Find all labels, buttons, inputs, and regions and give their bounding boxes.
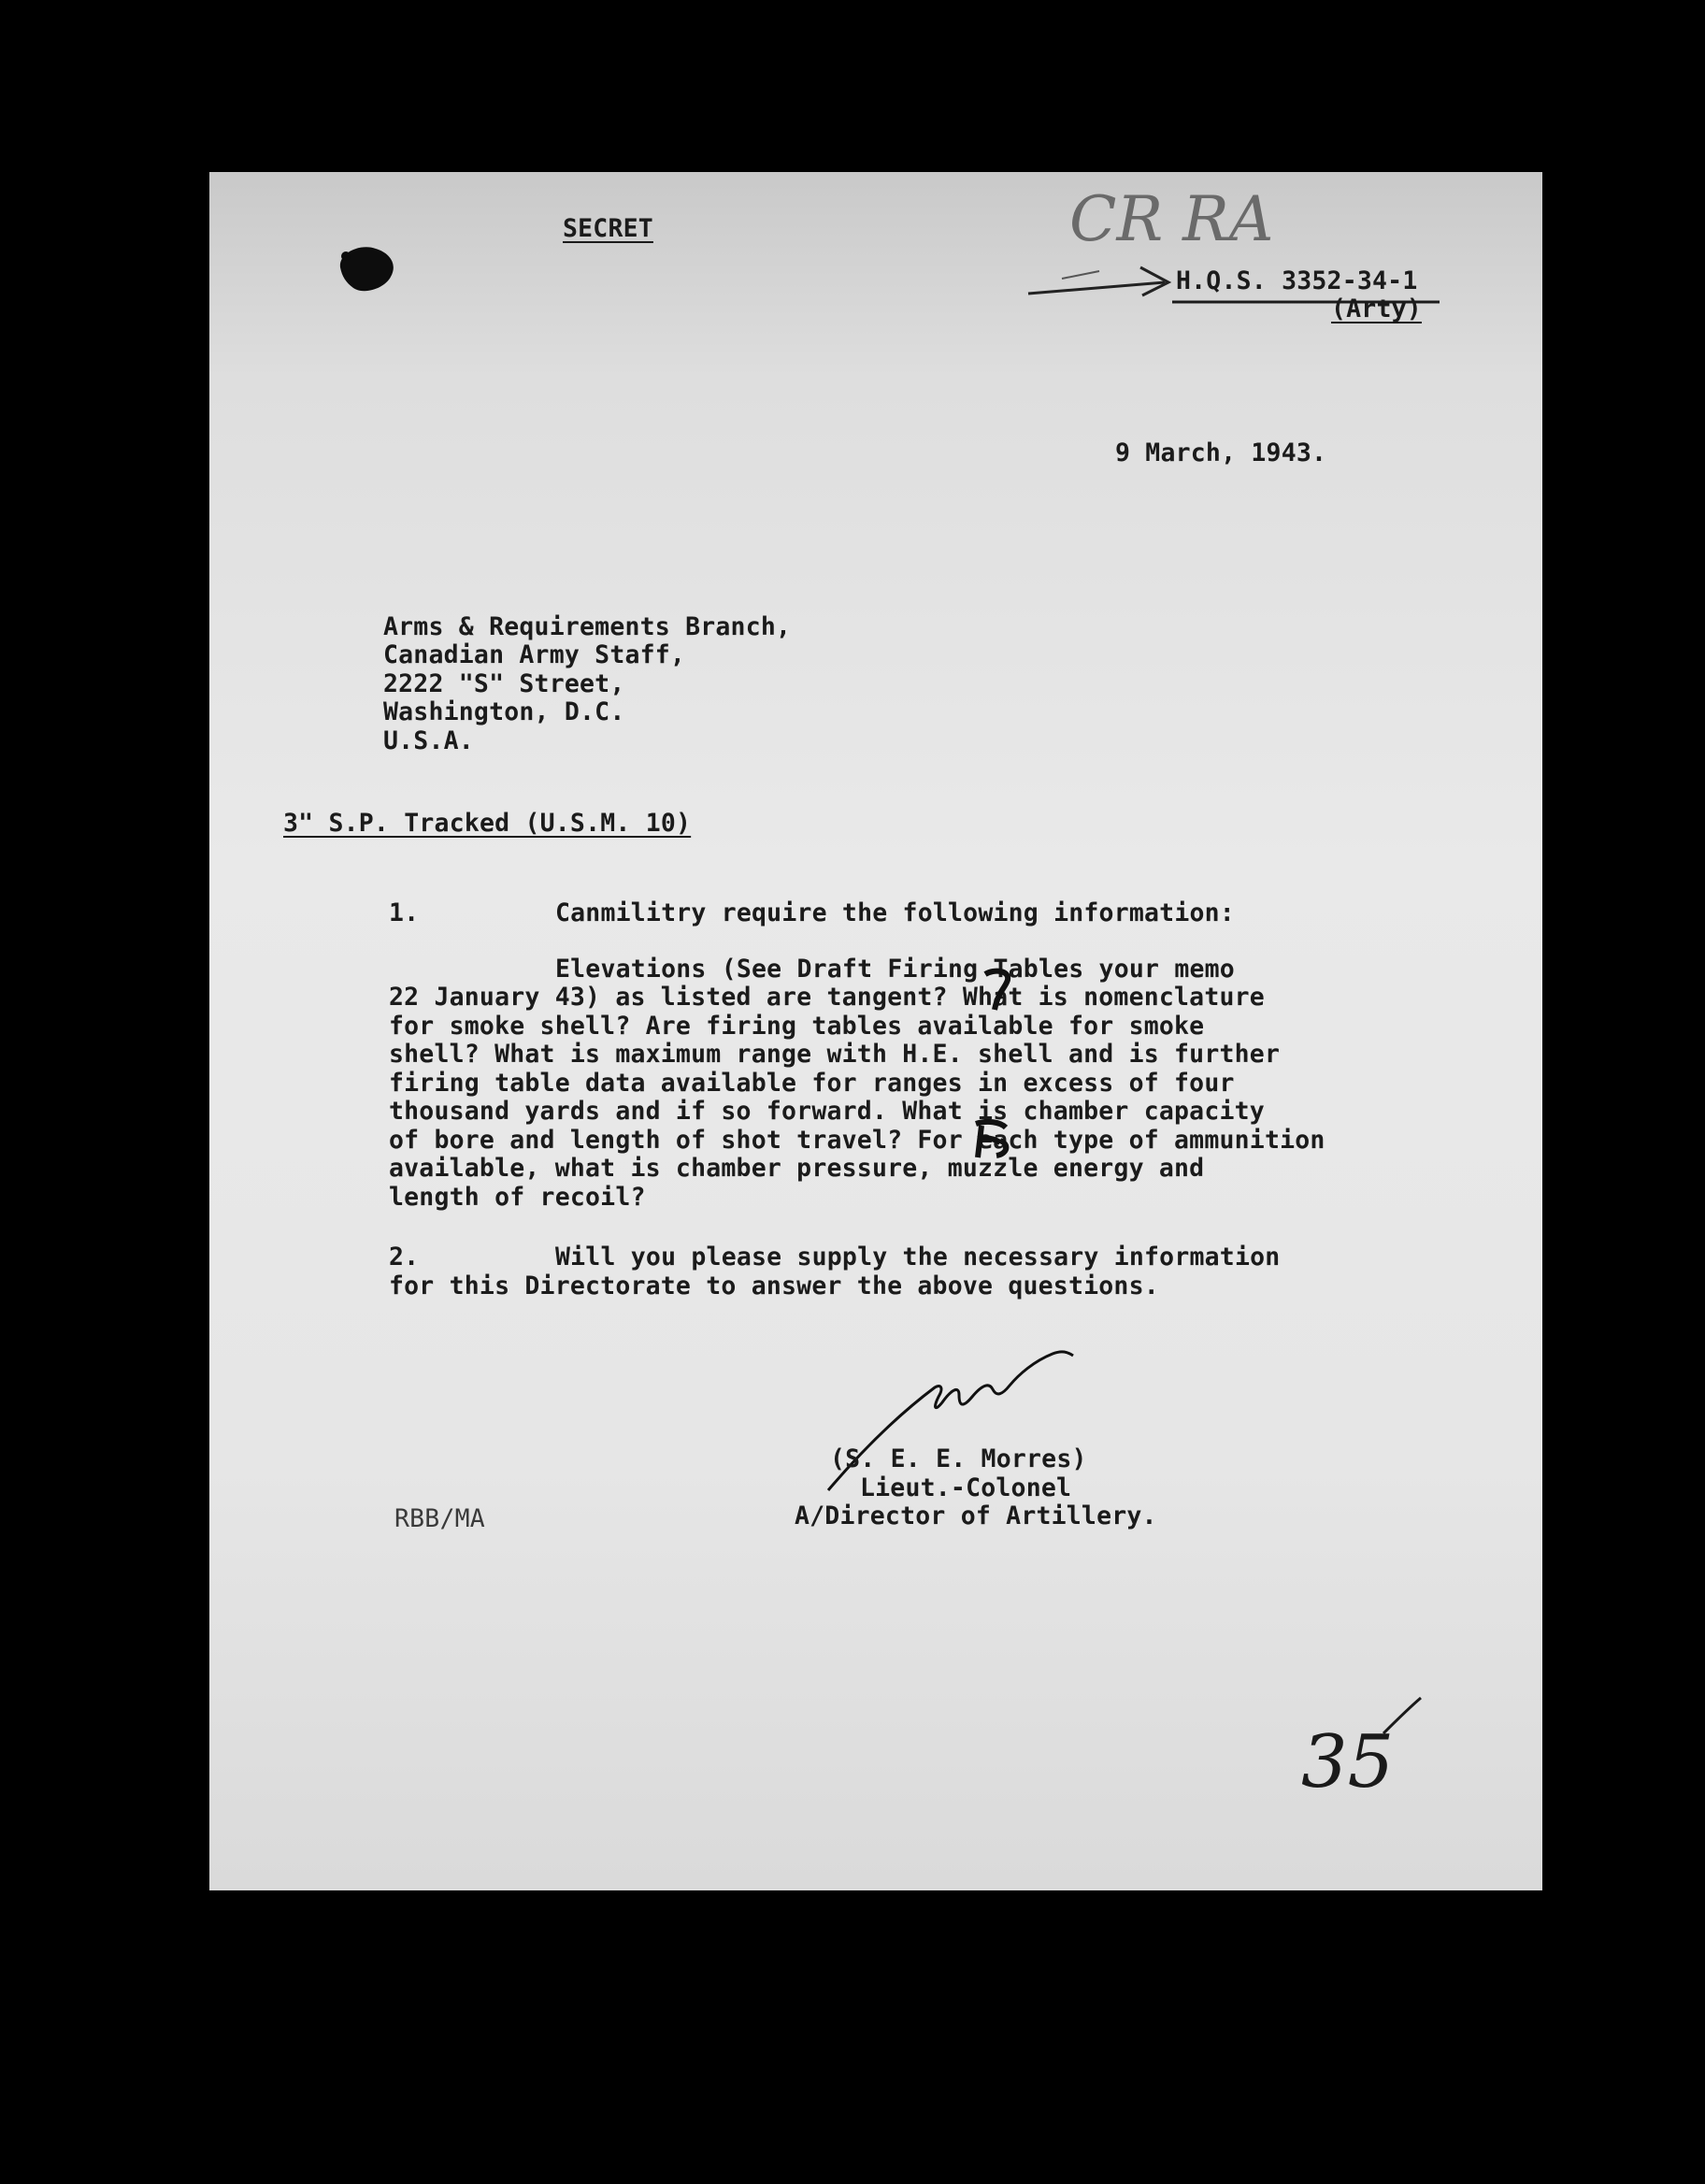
typist-initials: RBB/MA [394, 1504, 485, 1533]
paragraph-line: shell? What is maximum range with H.E. shell and is further [389, 1040, 1281, 1069]
paragraph-line: for smoke shell? Are firing tables available for smoke [389, 1012, 1205, 1041]
paragraph-2-line: Will you please supply the necessary information [555, 1243, 1281, 1272]
letter-date: 9 March, 1943. [1115, 438, 1327, 467]
signatory-rank: Lieut.-Colonel [860, 1473, 1072, 1502]
file-reference-branch: (Arty) [1331, 295, 1422, 323]
signatory-title: A/Director of Artillery. [795, 1502, 1157, 1530]
addressee-line: Canadian Army Staff, [383, 640, 686, 669]
paragraph-line: of bore and length of shot travel? For each type of ammunition [389, 1126, 1325, 1155]
page-number-stroke-icon [1380, 1692, 1426, 1739]
paragraph-line: thousand yards and if so forward. What is chamber capacity [389, 1097, 1265, 1126]
file-reference-rule [1170, 299, 1441, 305]
handwritten-page-number: 35 [1301, 1720, 1395, 1804]
paragraph-line: length of recoil? [389, 1183, 646, 1212]
file-reference: H.Q.S. 3352-34-1 [1176, 266, 1418, 295]
paragraph-2-line: for this Directorate to answer the above questions. [389, 1272, 1159, 1300]
handwritten-arrow-icon [1024, 258, 1183, 310]
addressee-line: 2222 "S" Street, [383, 669, 625, 698]
ink-blot-icon [333, 239, 408, 305]
paragraph-line: available, what is chamber pressure, muzzle energy and [389, 1154, 1205, 1183]
signatory-name: (S. E. E. Morres) [830, 1444, 1087, 1473]
subject-heading: 3" S.P. Tracked (U.S.M. 10) [283, 809, 692, 838]
paragraph-2-number: 2. [389, 1243, 420, 1272]
addressee-line: Washington, D.C. [383, 697, 625, 726]
paragraph-line: Elevations (See Draft Firing Tables your memo [555, 955, 1235, 984]
paragraph-line: 22 January 43) as listed are tangent? What is nomenclature [389, 983, 1265, 1012]
classification-marking: SECRET [563, 214, 653, 243]
addressee-line: Arms & Requirements Branch, [383, 612, 792, 641]
paragraph-1-number: 1. [389, 898, 420, 927]
paragraph-line: firing table data available for ranges in excess of four [389, 1069, 1235, 1098]
handwritten-question-mark-icon [980, 967, 1017, 1013]
handwritten-file-note: CR RA [1069, 183, 1274, 255]
paragraph-1-intro: Canmilitry require the following information: [555, 898, 1235, 927]
addressee-line: U.S.A. [383, 726, 474, 755]
handwritten-correction-icon [968, 1118, 1015, 1161]
